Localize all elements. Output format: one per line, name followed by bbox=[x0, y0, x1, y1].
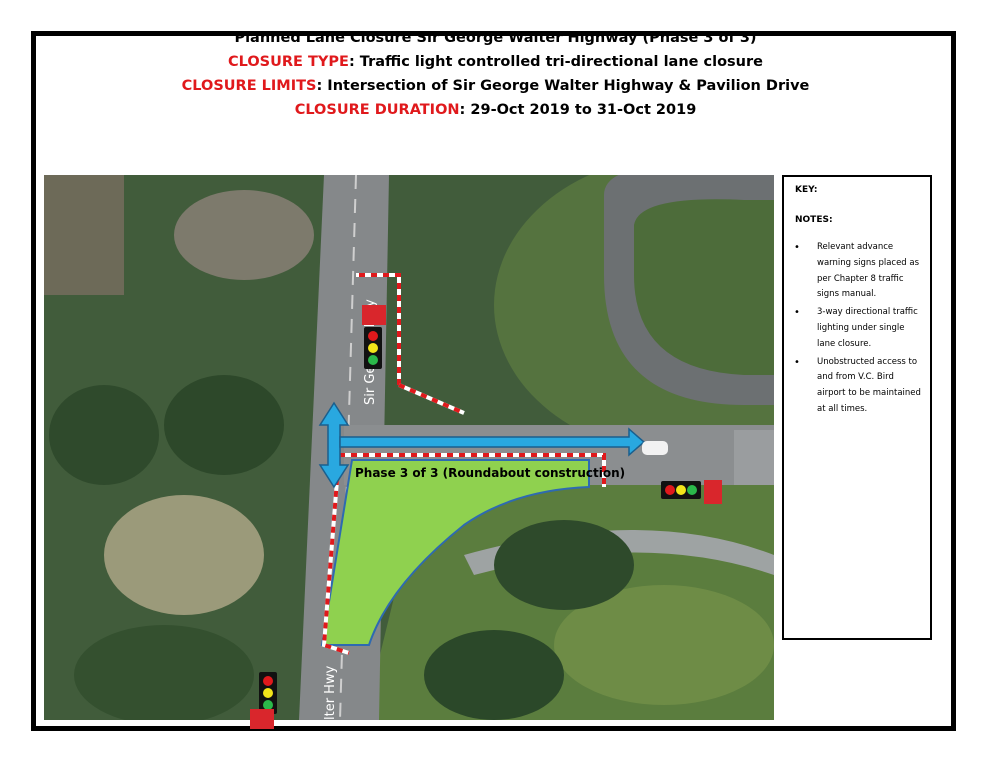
map-canvas bbox=[44, 175, 774, 720]
closure-type-line bbox=[0, 50, 991, 74]
closure-duration-label: CLOSURE DURATION bbox=[294, 102, 460, 118]
closure-type-label: CLOSURE TYPE bbox=[227, 54, 349, 70]
page-title: Planned Lane Closure Sir George Walter Highway (Phase 3 of 3) bbox=[234, 30, 757, 46]
closure-limits-line bbox=[0, 74, 991, 98]
tree-cluster bbox=[49, 385, 159, 485]
road-label-lower: lter Hwy bbox=[323, 665, 338, 720]
tree-cluster bbox=[494, 520, 634, 610]
amber-light-icon bbox=[676, 485, 686, 495]
warning-sign-south bbox=[250, 709, 274, 729]
vehicle-icon bbox=[642, 441, 668, 455]
clearing bbox=[174, 190, 314, 280]
closure-duration-value: : 29-Oct 2019 to 31-Oct 2019 bbox=[459, 102, 697, 118]
aerial-map bbox=[44, 175, 774, 720]
red-light-icon bbox=[263, 676, 273, 686]
amber-light-icon bbox=[368, 343, 378, 353]
phase-label: Phase 3 of 3 (Roundabout construction) bbox=[355, 466, 626, 480]
note-item: • Unobstructed access to and from V.C. Bird airport to be maintained at all times. bbox=[792, 355, 924, 418]
red-light-icon bbox=[665, 485, 675, 495]
red-light-icon bbox=[368, 331, 378, 341]
key-title: KEY: bbox=[795, 185, 818, 195]
tree-cluster bbox=[164, 375, 284, 475]
note-item: • Relevant advance warning signs placed as per Chapter 8 traffic signs manual. bbox=[792, 240, 924, 303]
header bbox=[0, 26, 991, 122]
tree-cluster bbox=[424, 630, 564, 720]
road-label-upper: Sir Ge bbox=[363, 365, 378, 405]
closure-duration-line bbox=[0, 98, 991, 122]
note-item: • 3-way directional traffic lighting under single lane closure. bbox=[792, 305, 924, 352]
road-junction bbox=[734, 430, 774, 485]
notes-title: NOTES: bbox=[795, 215, 833, 225]
warning-sign-icon bbox=[362, 305, 386, 325]
building-lot bbox=[44, 175, 124, 295]
green-light-icon bbox=[368, 355, 378, 365]
amber-light-icon bbox=[263, 688, 273, 698]
closure-type-value: : Traffic light controlled tri-directional lane closure bbox=[348, 54, 763, 70]
traffic-light-south bbox=[259, 672, 277, 714]
closure-limits-label: CLOSURE LIMITS bbox=[181, 78, 317, 94]
open-field bbox=[104, 495, 264, 615]
key-panel bbox=[782, 175, 932, 640]
warning-sign-icon bbox=[704, 480, 722, 504]
notes-list bbox=[792, 240, 924, 420]
closure-limits-value: : Intersection of Sir George Walter Highway & Pavilion Drive bbox=[316, 78, 810, 94]
green-light-icon bbox=[687, 485, 697, 495]
